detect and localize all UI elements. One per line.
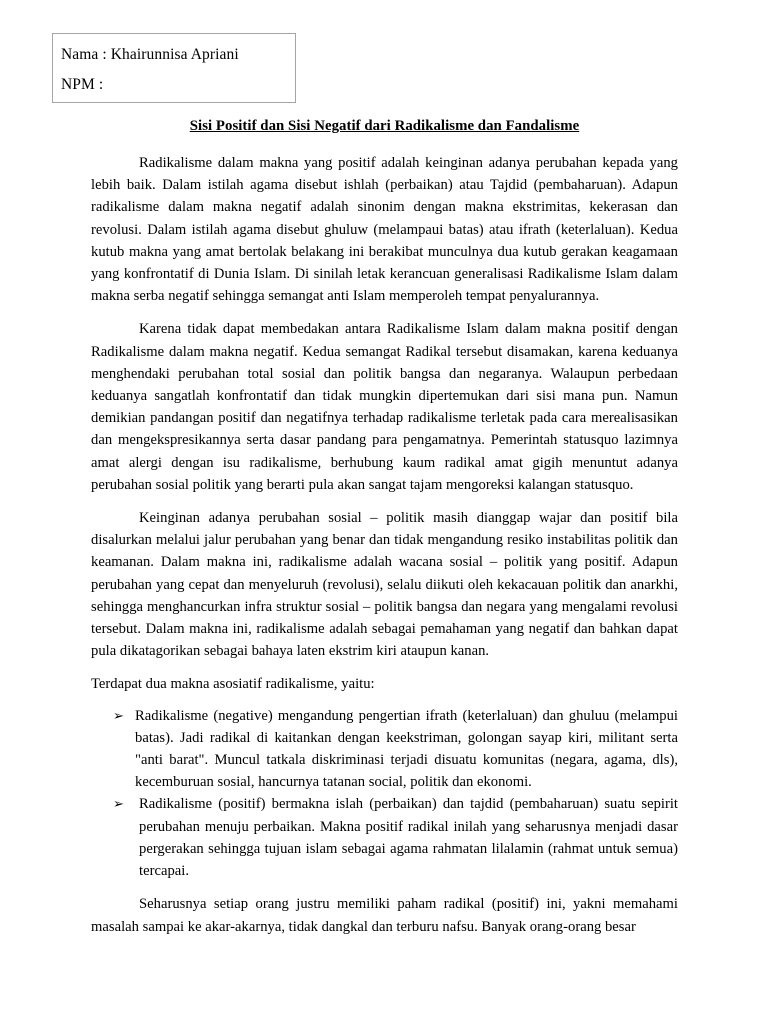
paragraph-3: Keinginan adanya perubahan sosial – politik masih dianggap wajar dan positif bila disalurkan melalui jalur perubahan yang benar dan tidak mengandung resiko instabilitas politik dan keamanan. Dalam makna ini, radikalisme adalah wacana sosial – politik yang positif. Adapun perubahan yang cepat dan menyeluruh (revolusi), selalu diikuti oleh kekacauan politik dan anarkhi, sehingga menghancurkan infra struktur sosial – politik bangsa dan negara yang mengalami revolusi tersebut. Dalam makna ini, radikalisme adalah sebagai pemahaman yang negatif dan bahkan dapat pula dikatagorikan sebagai bahaya laten ekstrim kiri ataupun kanan. bbox=[91, 510, 678, 660]
list-intro-line: Terdapat dua makna asosiatif radikalisme, yaitu: bbox=[91, 676, 375, 693]
page-title: Sisi Positif dan Sisi Negatif dari Radikalisme dan Fandalisme bbox=[189, 118, 580, 134]
list-item bbox=[91, 793, 678, 882]
arrow-bullet-icon: ➢ bbox=[113, 707, 124, 723]
list-bottom-spacer bbox=[91, 882, 678, 893]
student-identity-box bbox=[52, 33, 296, 103]
document-body bbox=[91, 152, 678, 949]
student-name-line: Nama : Khairunnisa Apriani bbox=[61, 46, 239, 63]
list-item bbox=[91, 705, 678, 794]
arrow-bullet-icon: ➢ bbox=[113, 796, 124, 812]
student-npm-line: NPM : bbox=[61, 76, 104, 93]
list-item-text: Radikalisme (negative) mengandung pengertian ifrath (keterlaluan) dan ghuluu (melampui batas). Jadi radikal di kaitankan dengan keekstriman, golongan sayap kiri, militant serta "anti barat". Muncul tatkala diskriminasi terjadi disuatu komunitas (negara, agama, dls), kecemburuan sosial, hancurnya tatanan social, politik dan ekonomi. bbox=[135, 707, 678, 791]
closing-paragraph: Seharusnya setiap orang justru memiliki paham radikal (positif) ini, yakni memahami masalah sampai ke akar-akarnya, tidak dangkal dan terburu nafsu. Banyak orang-orang besar bbox=[91, 896, 678, 935]
paragraph-1: Radikalisme dalam makna yang positif adalah keinginan adanya perubahan kepada yang lebih baik. Dalam istilah agama disebut ishlah (perbaikan) atau Tajdid (pembaharuan). Adapun radikalisme dalam makna negatif adalah sinonim dengan makna ekstrimitas, kekerasan dan revolusi. Dalam istilah agama disebut ghuluw (melampaui batas) atau ifrath (keterlaluan). Kedua kutub makna yang amat bertolak belakang ini berakibat munculnya dua kutub gerakan keagamaan yang konfrontatif di Dunia Islam. Di sinilah letak kerancuan generalisasi Radikalisme Islam dalam makna serba negatif sehingga semangat anti Islam memperoleh tempat penyalurannya. bbox=[91, 155, 678, 305]
list-item-text: Radikalisme (positif) bermakna islah (perbaikan) dan tajdid (pembaharuan) suatu sepirit perubahan menuju perbaikan. Makna positif radikal inilah yang seharusnya menjadi dasar pergerakan sehingga tujuan islam sebagai agama rahmatan lilalamin (rahmat untuk semua) tercapai. bbox=[139, 796, 678, 880]
paragraph-2: Karena tidak dapat membedakan antara Radikalisme Islam dalam makna positif dengan Radikalisme dalam makna negatif. Kedua semangat Radikal tersebut disamakan, karena keduanya menghendaki perubahan total sosial dan politik bangsa dan negaranya. Walaupun perbedaan keduanya sangatlah konfrontatif dan tidak mungkin dipertemukan dari sisi mana pun. Namun demikian pandangan positif dan negatifnya terhadap radikalisme terletak pada cara merealisasikan dan mengekspresikannya serta dasar pandang para pengamatnya. Pemerintah statusquo lazimnya amat alergi dengan isu radikalisme, berhubung kaum radikal amat gigih menuntut adanya perubahan sosial politik yang berarti pula akan sangat tajam mengoreksi kalangan statusquo. bbox=[91, 321, 678, 493]
asosiatif-meaning-list bbox=[91, 705, 678, 883]
